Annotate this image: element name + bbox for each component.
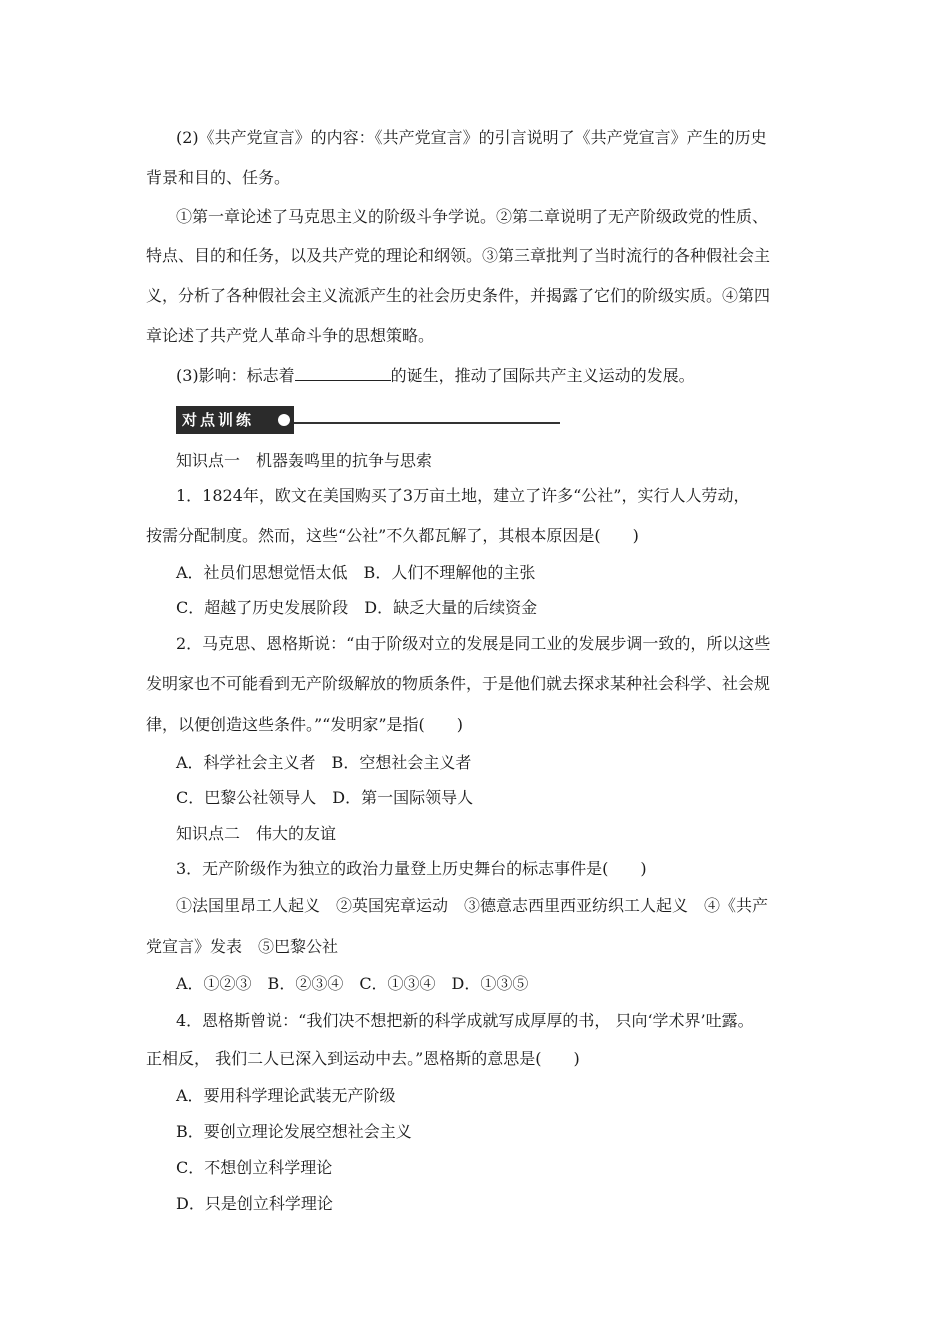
question-1-options-ab: A．社员们思想觉悟太低 B．人们不理解他的主张 [176, 563, 536, 582]
question-2-line-1: 2．马克思、恩格斯说：“由于阶级对立的发展是同工业的发展步调一致的，所以这些 [176, 634, 771, 653]
question-4-line-1: 4．恩格斯曾说：“我们决不想把新的科学成就写成厚厚的书， 只向‘学术界’吐露。 [176, 1011, 754, 1030]
question-4-line-2: 正相反， 我们二人已深入到运动中去。”恩格斯的意思是( ) [146, 1049, 580, 1068]
question-4-option-a: A．要用科学理论武装无产阶级 [176, 1086, 396, 1105]
question-4-option-c: C．不想创立科学理论 [176, 1158, 333, 1177]
question-2-line-2: 发明家也不可能看到无产阶级解放的物质条件，于是他们就去探求某种社会科学、社会规 [146, 674, 771, 693]
question-1-line-1: 1．1824年，欧文在美国购买了3万亩土地，建立了许多“公社”，实行人人劳动， [176, 486, 750, 505]
question-3-line-3: 党宣言》发表 ⑤巴黎公社 [146, 937, 339, 956]
paragraph-chapters-line-2: 特点、目的和任务，以及共产党的理论和纲领。③第三章批判了当时流行的各种假社会主 [146, 246, 771, 265]
question-2-options-cd: C．巴黎公社领导人 D．第一国际领导人 [176, 788, 474, 807]
paragraph-chapters-line-4: 章论述了共产党人革命斗争的思想策略。 [146, 326, 435, 345]
paragraph-chapters-line-1: ①第一章论述了马克思主义的阶级斗争学说。②第二章说明了无产阶级政党的性质、 [176, 207, 769, 226]
paragraph-chapters-line-3: 义，分析了各种假社会主义流派产生的社会历史条件，并揭露了它们的阶级实质。④第四 [146, 286, 771, 305]
question-4-option-d: D．只是创立科学理论 [176, 1194, 333, 1213]
bullet-dot-icon [278, 414, 290, 426]
knowledge-point-1-heading: 知识点一 机器轰鸣里的抗争与思索 [176, 451, 433, 470]
question-1-line-2: 按需分配制度。然而，这些“公社”不久都瓦解了，其根本原因是( ) [146, 526, 639, 545]
question-2-options-ab: A．科学社会主义者 B．空想社会主义者 [176, 753, 472, 772]
question-4-option-b: B．要创立理论发展空想社会主义 [176, 1122, 412, 1141]
paragraph-2-line-2: 背景和目的、任务。 [146, 168, 291, 187]
influence-text-after: 的诞生，推动了国际共产主义运动的发展。 [390, 366, 695, 385]
influence-text-before: (3)影响：标志着 [176, 366, 295, 385]
fill-in-blank[interactable] [295, 364, 391, 381]
question-3-options: A．①②③ B．②③④ C．①③④ D．①③⑤ [176, 974, 529, 993]
question-3-line-2: ①法国里昂工人起义 ②英国宪章运动 ③德意志西里西亚纺织工人起义 ④《共产 [176, 896, 769, 915]
knowledge-point-2-heading: 知识点二 伟大的友谊 [176, 824, 337, 843]
section-banner [176, 406, 560, 434]
section-banner-label: 对点训练 [176, 406, 294, 434]
paragraph-influence [176, 364, 695, 387]
banner-divider [294, 422, 560, 424]
paragraph-2-line-1: (2)《共产党宣言》的内容：《共产党宣言》的引言说明了《共产党宣言》产生的历史 [176, 128, 767, 147]
question-2-line-3: 律，以便创造这些条件。”“发明家”是指( ) [146, 715, 464, 734]
question-1-options-cd: C．超越了历史发展阶段 D．缺乏大量的后续资金 [176, 598, 538, 617]
question-3-line-1: 3．无产阶级作为独立的政治力量登上历史舞台的标志事件是( ) [176, 859, 647, 878]
